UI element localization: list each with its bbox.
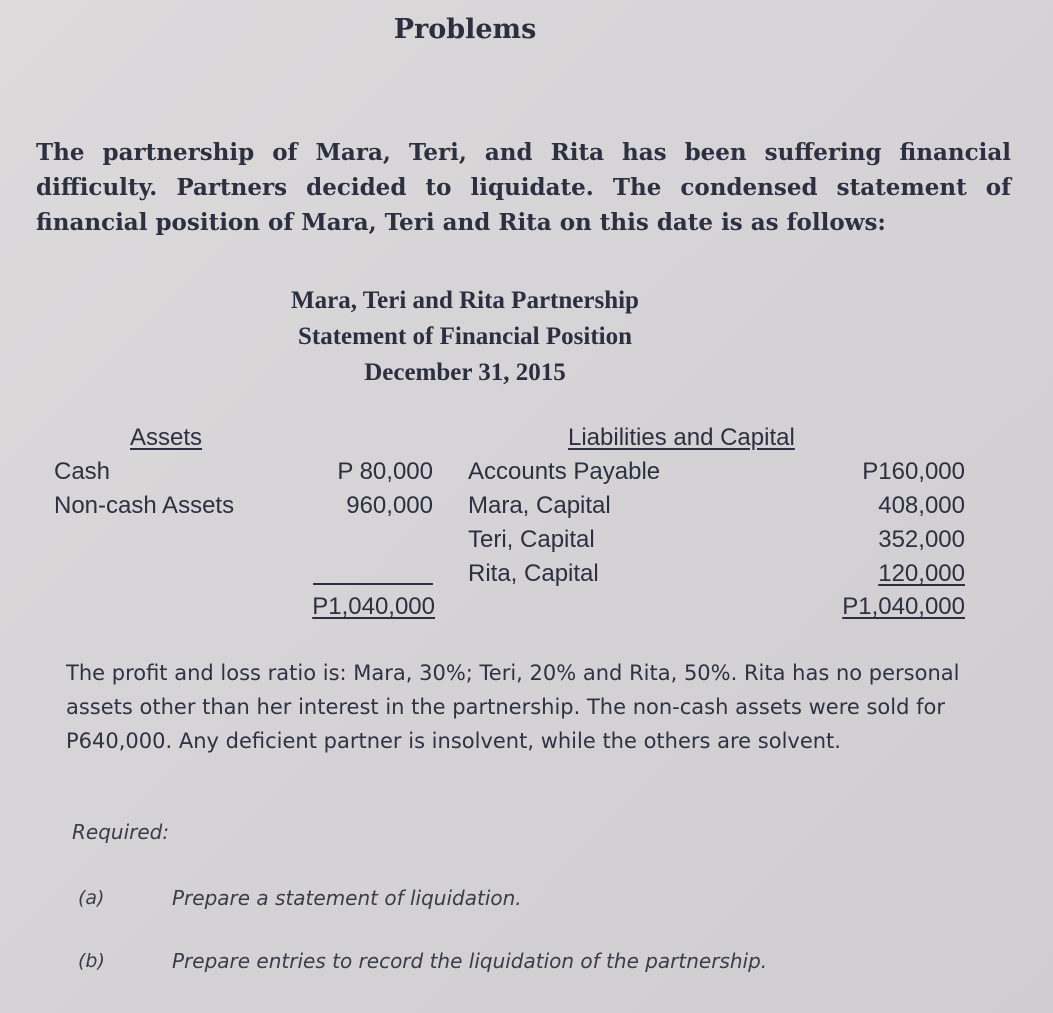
liability-amount: P160,000: [862, 458, 965, 485]
statement-name: Statement of Financial Position: [297, 323, 632, 350]
liability-label: Rita, Capital: [468, 560, 599, 587]
liability-amount: 120,000: [878, 560, 965, 587]
statement-date: December 31, 2015: [364, 359, 566, 386]
required-item-text: Prepare entries to record the liquidation of the partnership.: [172, 949, 768, 973]
intro-paragraph: The partnership of Mara, Teri, and Rita has been suffering financial difficulty. Partners decided to liquidate. The condensed statement of financial position of Mara, Teri and Rita on this date is as follows:: [36, 139, 1011, 236]
asset-amount: P 80,000: [337, 458, 433, 485]
liability-amount: 352,000: [878, 526, 965, 553]
liability-label: Accounts Payable: [468, 458, 661, 485]
required-item-letter: (a): [78, 887, 105, 909]
asset-label: Cash: [54, 458, 111, 485]
statement-header: [230, 283, 700, 391]
assets-heading: Assets: [130, 424, 203, 451]
asset-amount: 960,000: [346, 492, 433, 519]
required-item-letter: (b): [78, 950, 105, 972]
assets-subtotal-rule: [313, 583, 433, 585]
required-label: Required:: [72, 820, 170, 844]
liability-label: Mara, Capital: [468, 492, 611, 519]
liabilities-total: P1,040,000: [842, 593, 965, 620]
assets-total: P1,040,000: [312, 593, 435, 620]
page-title: Problems: [393, 14, 537, 45]
asset-label: Non-cash Assets: [54, 492, 235, 519]
liability-label: Teri, Capital: [468, 526, 595, 553]
liabilities-heading: Liabilities and Capital: [568, 424, 795, 451]
required-item-text: Prepare a statement of liquidation.: [172, 886, 522, 910]
liability-amount: 408,000: [878, 492, 965, 519]
problem-paragraph: The profit and loss ratio is: Mara, 30%; Teri, 20% and Rita, 50%. Rita has no personal assets other than her interest in the partnership. The non-cash assets were sold for P640,000. Any deficient partner is insolvent, while the others are solvent.: [66, 661, 960, 753]
statement-entity: Mara, Teri and Rita Partnership: [291, 287, 639, 314]
